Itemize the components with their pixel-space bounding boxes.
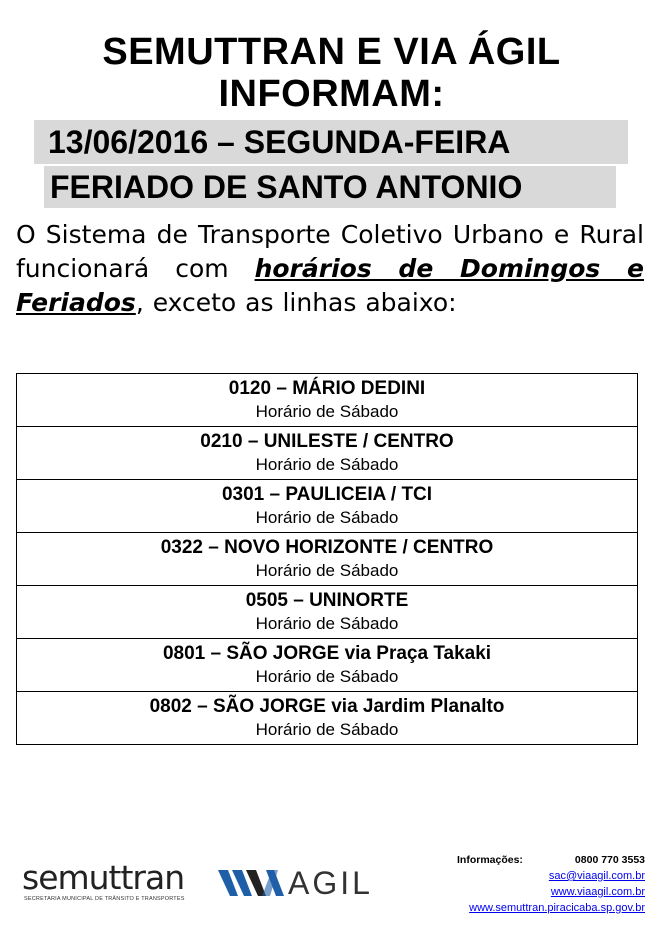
line-schedule: Horário de Sábado (255, 508, 399, 527)
table-row (17, 427, 638, 480)
date-banner (34, 120, 628, 164)
holiday-text: FERIADO DE SANTO ANTONIO (50, 169, 523, 205)
intro-emphasis: horários de Domingos e Feriados (16, 254, 644, 317)
viaagil-site-link[interactable]: www.viaagil.com.br (550, 886, 645, 898)
line-cell (17, 427, 638, 480)
line-name: 0120 – MÁRIO DEDINI (228, 378, 426, 399)
line-schedule: Horário de Sábado (255, 614, 399, 633)
semuttran-logo (22, 858, 192, 908)
title-line-1: SEMUTTRAN E VIA ÁGIL (102, 31, 561, 73)
email-link[interactable]: sac@viaagil.com.br (548, 870, 645, 882)
contact-block (445, 852, 645, 916)
intro-paragraph (16, 218, 644, 320)
intro-text-before: O Sistema de Transporte Coletivo Urbano e Rural funcionará com (16, 220, 644, 283)
holiday-banner (44, 166, 616, 208)
title-line-2: INFORMAM: (218, 73, 445, 115)
table-row (17, 480, 638, 533)
line-cell (17, 639, 638, 692)
line-cell (17, 533, 638, 586)
line-name: 0210 – UNILESTE / CENTRO (200, 431, 454, 452)
via-chevron-icon (218, 870, 284, 896)
line-schedule: Horário de Sábado (255, 455, 399, 474)
line-cell (17, 586, 638, 639)
line-name: 0301 – PAULICEIA / TCI (221, 484, 433, 505)
line-cell (17, 692, 638, 745)
line-cell (17, 480, 638, 533)
line-schedule: Horário de Sábado (255, 667, 399, 686)
semuttran-logo-text: semuttran (22, 858, 185, 897)
line-cell (17, 374, 638, 427)
line-name: 0802 – SÃO JORGE via Jardim Planalto (149, 696, 505, 717)
schedule-table (16, 373, 638, 745)
semuttran-logo-subtitle: SECRETARIA MUNICIPAL DE TRÂNSITO E TRANSPORTES (24, 896, 185, 902)
schedule-table-body (17, 374, 638, 745)
line-name: 0505 – UNINORTE (245, 590, 409, 611)
table-row (17, 533, 638, 586)
contact-info-row (445, 852, 645, 868)
table-row (17, 692, 638, 745)
line-schedule: Horário de Sábado (255, 402, 399, 421)
date-text: 13/06/2016 – SEGUNDA-FEIRA (48, 124, 511, 160)
table-row (17, 374, 638, 427)
line-name: 0322 – NOVO HORIZONTE / CENTRO (160, 537, 494, 558)
table-row (17, 586, 638, 639)
info-label: Informações: (457, 854, 523, 866)
line-schedule: Horário de Sábado (255, 720, 399, 739)
semuttran-site-link[interactable]: www.semuttran.piracicaba.sp.gov.br (469, 902, 645, 914)
line-name: 0801 – SÃO JORGE via Praça Takaki (162, 643, 492, 664)
line-schedule: Horário de Sábado (255, 561, 399, 580)
phone-number: 0800 770 3553 (574, 854, 645, 866)
viaagil-logo-text: AGIL (288, 865, 373, 901)
intro-text-after: , exceto as linhas abaixo: (135, 288, 457, 317)
table-row (17, 639, 638, 692)
viaagil-logo (218, 864, 378, 904)
